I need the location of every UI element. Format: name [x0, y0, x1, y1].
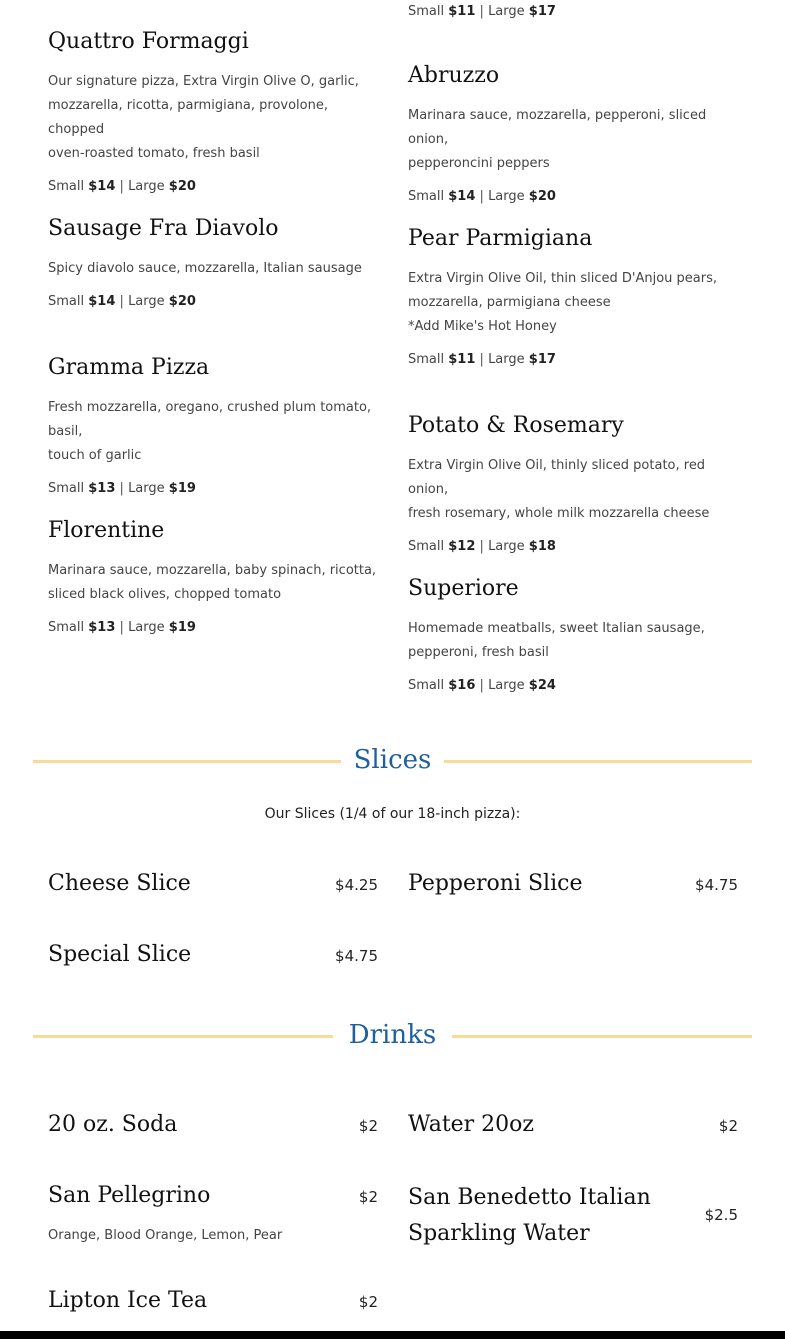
- item-price: Small $13 | Large $19: [48, 620, 196, 635]
- menu-item-florentine: [48, 517, 378, 637]
- menu-row-soda: [48, 1111, 378, 1141]
- item-description: Orange, Blood Orange, Lemon, Pear: [48, 1228, 283, 1243]
- item-price: $2: [358, 1117, 378, 1135]
- item-description: Extra Virgin Olive Oil, thinly sliced potato, red onion, fresh rosemary, whole milk mozzarella cheese: [408, 458, 710, 521]
- menu-row-water: [408, 1111, 738, 1141]
- section-title-slices: Slices: [353, 745, 432, 775]
- item-title: San Pellegrino: [48, 1183, 211, 1208]
- slices-note: Our Slices (1/4 of our 18-inch pizza):: [264, 806, 521, 822]
- item-price: $4.75: [695, 876, 738, 894]
- item-description: Our signature pizza, Extra Virgin Olive O, garlic, mozzarella, ricotta, parmigiana, provolone, chopped oven-roasted tomato, fresh basil: [48, 74, 359, 161]
- item-title: Special Slice: [48, 942, 192, 967]
- item-price: Small $14 | Large $20: [48, 179, 196, 194]
- item-description: Marinara sauce, mozzarella, baby spinach, ricotta, sliced black olives, chopped tomato: [48, 563, 377, 602]
- menu-row-san-benedetto: [408, 1180, 738, 1252]
- item-title: Quattro Formaggi: [48, 29, 249, 54]
- item-title: 20 oz. Soda: [48, 1112, 178, 1137]
- menu-item-gramma-pizza: [48, 354, 378, 498]
- menu-row-lipton-ice-tea: [48, 1287, 378, 1317]
- item-title: Cheese Slice: [48, 871, 191, 896]
- item-title: Pear Parmigiana: [408, 226, 593, 251]
- item-price: $2: [358, 1293, 378, 1311]
- item-title: Superiore: [408, 576, 519, 601]
- item-price: $4.75: [335, 947, 378, 965]
- item-title-line-2: Sparkling Water: [408, 1221, 590, 1246]
- item-price: $2: [718, 1117, 738, 1135]
- item-price: Small $14 | Large $20: [408, 189, 556, 204]
- page-bottom-bar: [0, 1331, 785, 1339]
- item-price: $2.5: [704, 1206, 738, 1224]
- item-price: Small $13 | Large $19: [48, 481, 196, 496]
- item-price: Small $14 | Large $20: [48, 294, 196, 309]
- item-description: Homemade meatballs, sweet Italian sausage, pepperoni, fresh basil: [408, 621, 705, 660]
- item-title: Florentine: [48, 518, 165, 543]
- price-line-partial: Small $11 | Large $17: [408, 4, 556, 19]
- item-title: Abruzzo: [408, 63, 500, 88]
- menu-item-pear-parmigiana: [408, 225, 738, 369]
- menu-item-potato-rosemary: [408, 412, 738, 556]
- item-price: $2: [358, 1188, 378, 1206]
- item-title: Water 20oz: [408, 1112, 535, 1137]
- menu-row-cheese-slice: [48, 870, 378, 900]
- menu-item-abruzzo: [408, 62, 738, 206]
- menu-row-pepperoni-slice: [408, 870, 738, 900]
- menu-row-special-slice: [48, 941, 378, 971]
- item-description: Extra Virgin Olive Oil, thin sliced D'Anjou pears, mozzarella, parmigiana cheese *Add Mike's Hot Honey: [408, 271, 717, 334]
- item-description: Fresh mozzarella, oregano, crushed plum tomato, basil, touch of garlic: [48, 400, 372, 463]
- item-price: Small $16 | Large $24: [408, 678, 556, 693]
- item-title: Potato & Rosemary: [408, 413, 624, 438]
- item-title-line-1: San Benedetto Italian: [408, 1185, 651, 1210]
- menu-item-sausage-fra-diavolo: [48, 215, 378, 311]
- section-title-drinks: Drinks: [348, 1020, 437, 1050]
- menu-item-superiore: [408, 575, 738, 695]
- menu-item-quattro-formaggi: [48, 28, 378, 196]
- item-description: Marinara sauce, mozzarella, pepperoni, sliced onion, pepperoncini peppers: [408, 108, 707, 171]
- item-price: Small $12 | Large $18: [408, 539, 556, 554]
- item-description: Spicy diavolo sauce, mozzarella, Italian sausage: [48, 261, 362, 276]
- item-title: Lipton Ice Tea: [48, 1288, 208, 1313]
- item-title: Sausage Fra Diavolo: [48, 216, 279, 241]
- item-price: $4.25: [335, 876, 378, 894]
- menu-row-san-pellegrino: [48, 1182, 378, 1252]
- item-price: Small $11 | Large $17: [408, 352, 556, 367]
- item-title: Pepperoni Slice: [408, 871, 583, 896]
- item-title: Gramma Pizza: [48, 355, 210, 380]
